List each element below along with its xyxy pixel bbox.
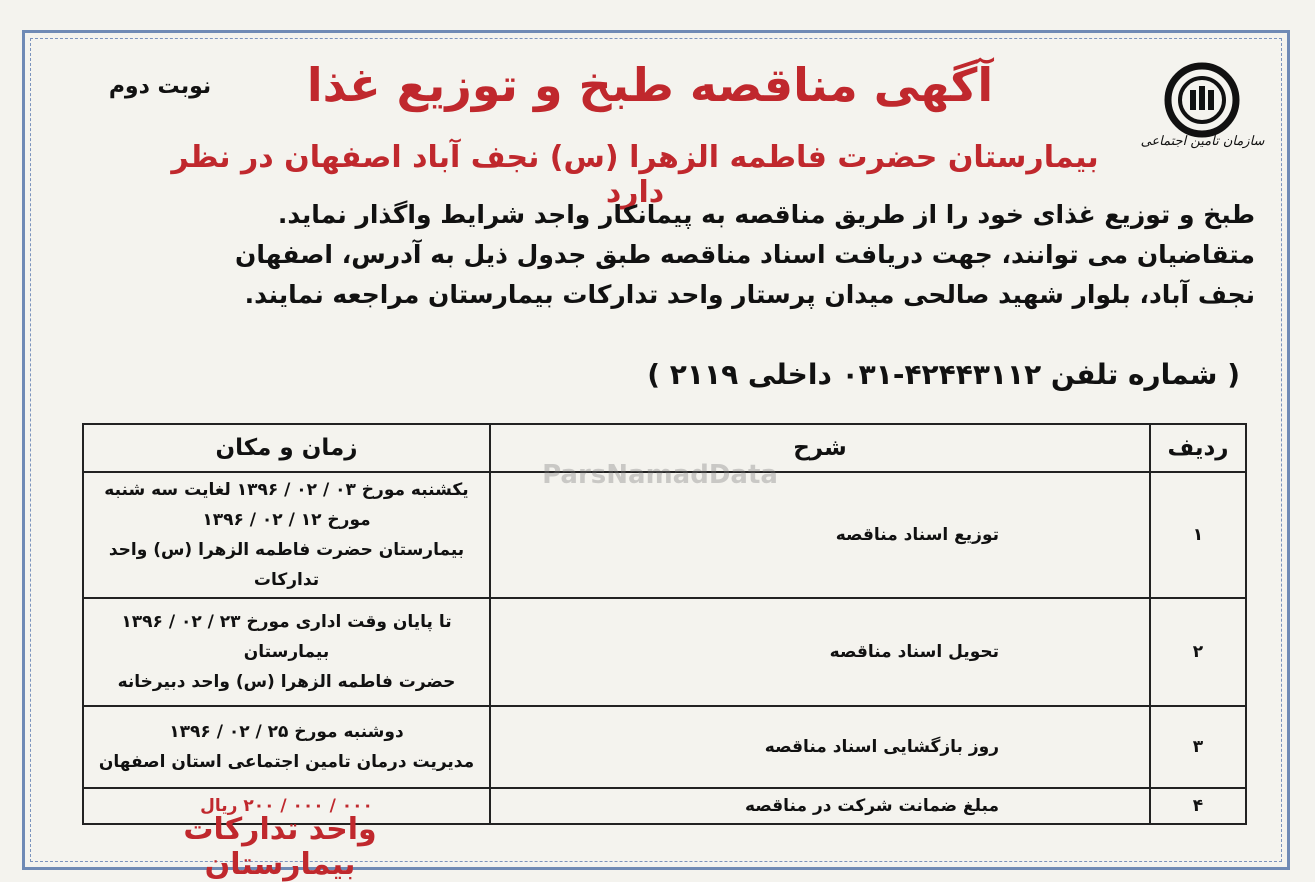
time-line-2: حضرت فاطمه الزهرا (س) واحد دبیرخانه xyxy=(117,672,456,692)
table-row xyxy=(83,598,1246,706)
logo-caption: سازمان تأمین اجتماعی xyxy=(1140,134,1265,149)
row-description: تحویل اسناد مناقصه xyxy=(490,598,1150,706)
body-line-3: نجف آباد، بلوار شهید صالحی میدان پرستار واحد تدارکات بیمارستان مراجعه نمایند. xyxy=(244,280,1255,309)
time-line-2: مدیریت درمان تامین اجتماعی استان اصفهان xyxy=(98,752,475,772)
row-time-place xyxy=(83,706,490,788)
round-label: نوبت دوم xyxy=(108,74,212,99)
notice-body xyxy=(55,195,1255,315)
row-description: مبلغ ضمانت شرکت در مناقصه xyxy=(490,788,1150,824)
table-row xyxy=(83,472,1246,598)
time-line-1: یکشنبه مورخ ۰۳ / ۰۲ / ۱۳۹۶ لغایت سه شنبه مورخ ۱۲ / ۰۲ / ۱۳۹۶ xyxy=(104,480,469,530)
notice-title: آگهی مناقصه طبخ و توزیع غذا xyxy=(306,58,994,112)
social-security-logo xyxy=(1150,60,1255,180)
header-row-number: ردیف xyxy=(1150,424,1246,472)
table-row xyxy=(83,706,1246,788)
watermark: ParsNamadData xyxy=(542,460,778,490)
phone-number: ( شماره تلفن ۴۲۴۴۳۱۱۲-۰۳۱ داخلی ۲۱۱۹ ) xyxy=(647,358,1240,391)
row-time-place xyxy=(83,472,490,598)
footer-signature: واحد تدارکات بیمارستان xyxy=(183,812,377,882)
row-description: توزیع اسناد مناقصه xyxy=(490,472,1150,598)
row-time-place xyxy=(83,598,490,706)
row-number: ۱ xyxy=(1150,472,1246,598)
time-line-2: بیمارستان حضرت فاطمه الزهرا (س) واحد تدارکات xyxy=(108,540,465,590)
time-line-1: تا پایان وقت اداری مورخ ۲۳ / ۰۲ / ۱۳۹۶ بیمارستان xyxy=(121,612,452,662)
time-line-1: ۰۰۰ / ۰۰۰ / ۲۰۰ ریال xyxy=(200,796,373,816)
time-line-1: دوشنبه مورخ ۲۵ / ۰۲ / ۱۳۹۶ xyxy=(169,722,404,742)
row-number: ۲ xyxy=(1150,598,1246,706)
row-number: ۴ xyxy=(1150,788,1246,824)
row-description: روز بازگشایی اسناد مناقصه xyxy=(490,706,1150,788)
header-time-place: زمان و مکان xyxy=(83,424,490,472)
body-line-2: متقاضیان می توانند، جهت دریافت اسناد مناقصه طبق جدول ذیل به آدرس، اصفهان xyxy=(235,240,1255,269)
header-description: شرح xyxy=(490,424,1150,472)
row-number: ۳ xyxy=(1150,706,1246,788)
notice-subtitle: بیمارستان حضرت فاطمه الزهرا (س) نجف آباد اصفهان در نظر دارد xyxy=(171,140,1099,210)
logo-emblem-icon xyxy=(1150,60,1255,140)
body-line-1: طبخ و توزیع غذای خود را از طریق مناقصه به پیمانکار واجد شرایط واگذار نماید. xyxy=(277,200,1255,229)
